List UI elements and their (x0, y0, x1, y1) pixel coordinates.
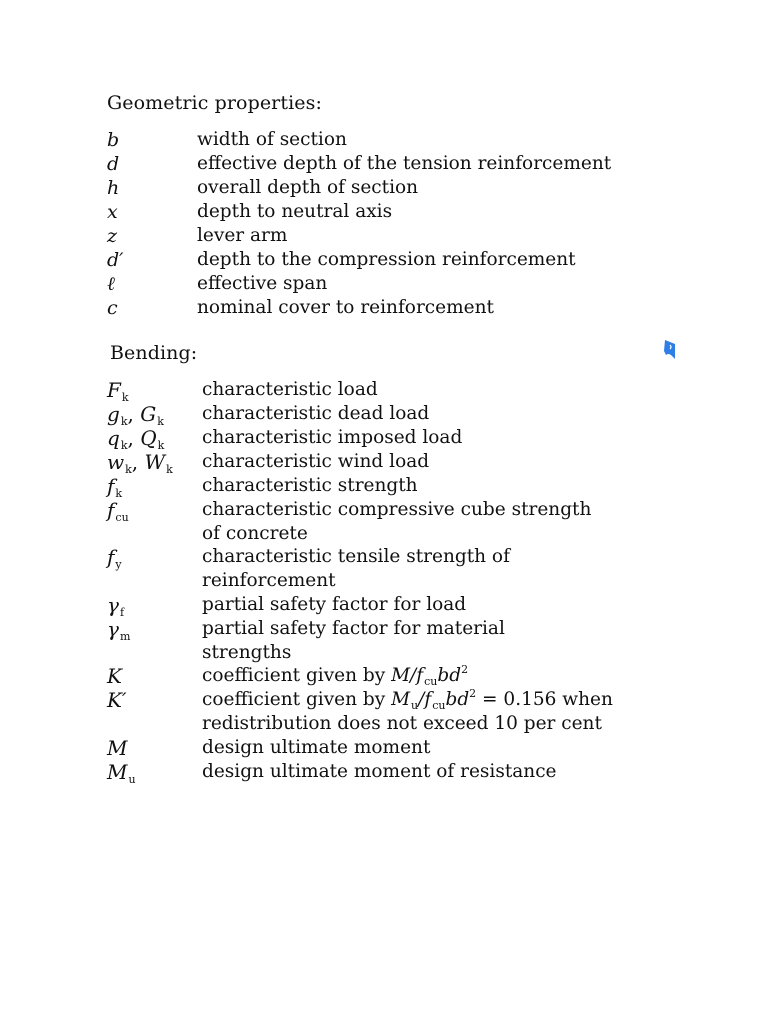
symbol-base: Q (140, 426, 157, 450)
symbol-subscript: m (119, 630, 131, 643)
description: effective depth of the tension reinforcement (197, 153, 612, 174)
symbol-subscript: k (120, 439, 128, 452)
symbol-separator: , (131, 450, 145, 474)
symbol: ℓ (107, 273, 115, 295)
symbol (107, 545, 122, 573)
description: overall depth of section (197, 177, 419, 198)
symbol-base: γ (107, 593, 119, 617)
symbol-subscript: k (166, 463, 173, 476)
symbol-base: f (107, 545, 115, 569)
formula-slash: / (410, 665, 417, 686)
symbol: K (107, 664, 122, 688)
description: depth to neutral axis (197, 201, 393, 222)
description-line-1 (202, 688, 613, 714)
description: design ultimate moment (202, 737, 431, 758)
formula-bd: bd (437, 665, 462, 686)
symbol-base: γ (107, 617, 119, 641)
description: characteristic dead load (202, 403, 430, 424)
symbol (107, 498, 129, 526)
formula-f: f (424, 689, 432, 710)
symbol-base: F (107, 378, 121, 402)
description: effective span (197, 273, 328, 294)
symbol-base: f (107, 474, 115, 498)
description-line-2: reinforcement (202, 570, 336, 591)
symbol-subscript: u (128, 773, 136, 786)
bending-heading: Bending: (110, 342, 198, 364)
symbol: z (107, 225, 118, 247)
description: characteristic imposed load (202, 427, 463, 448)
symbol-subscript: k (121, 391, 129, 404)
symbol: x (107, 201, 118, 223)
symbol: c (107, 297, 118, 319)
formula-exponent: 2 (469, 687, 477, 700)
symbol-base: G (140, 402, 157, 426)
formula-tail: = 0.156 when (476, 689, 613, 710)
description-text: coefficient given by (202, 665, 392, 686)
symbol-subscript: cu (115, 511, 129, 524)
symbol-separator: , (127, 426, 141, 450)
description-text: coefficient given by (202, 689, 392, 710)
symbol-base: f (107, 498, 115, 522)
description (202, 664, 468, 690)
formula-slash: / (418, 689, 425, 710)
symbol-separator: , (127, 402, 141, 426)
symbol-subscript: y (115, 558, 122, 571)
description: characteristic load (202, 379, 378, 400)
formula-M: M (391, 665, 411, 686)
symbol: d′ (107, 249, 124, 271)
formula-M-subscript: u (411, 699, 419, 712)
description-line-2: redistribution does not exceed 10 per cent (202, 713, 602, 734)
symbol: d (107, 153, 120, 175)
blue-bookmark-icon (663, 339, 676, 360)
description: characteristic wind load (202, 451, 430, 472)
description: lever arm (197, 225, 288, 246)
description: depth to the compression reinforcement (197, 249, 576, 270)
symbol: M (107, 736, 128, 760)
formula-M: M (391, 689, 411, 710)
formula-f: f (416, 665, 424, 686)
symbol (107, 617, 130, 645)
symbol-subscript: k (125, 463, 132, 476)
symbol-base: W (144, 450, 166, 474)
symbol-subscript: k (157, 439, 165, 452)
formula-f-subscript: cu (424, 675, 438, 688)
geometric-properties-heading: Geometric properties: (107, 92, 322, 114)
description-line-2: of concrete (202, 523, 308, 544)
description: partial safety factor for load (202, 594, 467, 615)
formula-exponent: 2 (461, 663, 469, 676)
description: nominal cover to reinforcement (197, 297, 494, 318)
symbol-subscript: k (157, 415, 164, 428)
symbol: b (107, 129, 120, 151)
symbol-subscript: k (115, 487, 123, 500)
symbol: h (107, 177, 120, 199)
description: design ultimate moment of resistance (202, 761, 557, 782)
formula-f-subscript: cu (432, 699, 446, 712)
symbol-base: g (107, 402, 120, 426)
symbol (107, 760, 136, 788)
description-line-1: characteristic tensile strength of (202, 546, 510, 567)
description-line-1: partial safety factor for material (202, 618, 505, 639)
description: width of section (197, 129, 347, 150)
symbol-base: M (107, 760, 128, 784)
symbol-base: w (107, 450, 125, 474)
description-line-1: characteristic compressive cube strength (202, 499, 592, 520)
description-line-2: strengths (202, 642, 292, 663)
symbol-subscript: f (119, 606, 125, 619)
symbol: K′ (107, 688, 127, 712)
description: characteristic strength (202, 475, 418, 496)
symbol-base: q (107, 426, 120, 450)
formula-bd: bd (445, 689, 470, 710)
symbol-subscript: k (120, 415, 128, 428)
